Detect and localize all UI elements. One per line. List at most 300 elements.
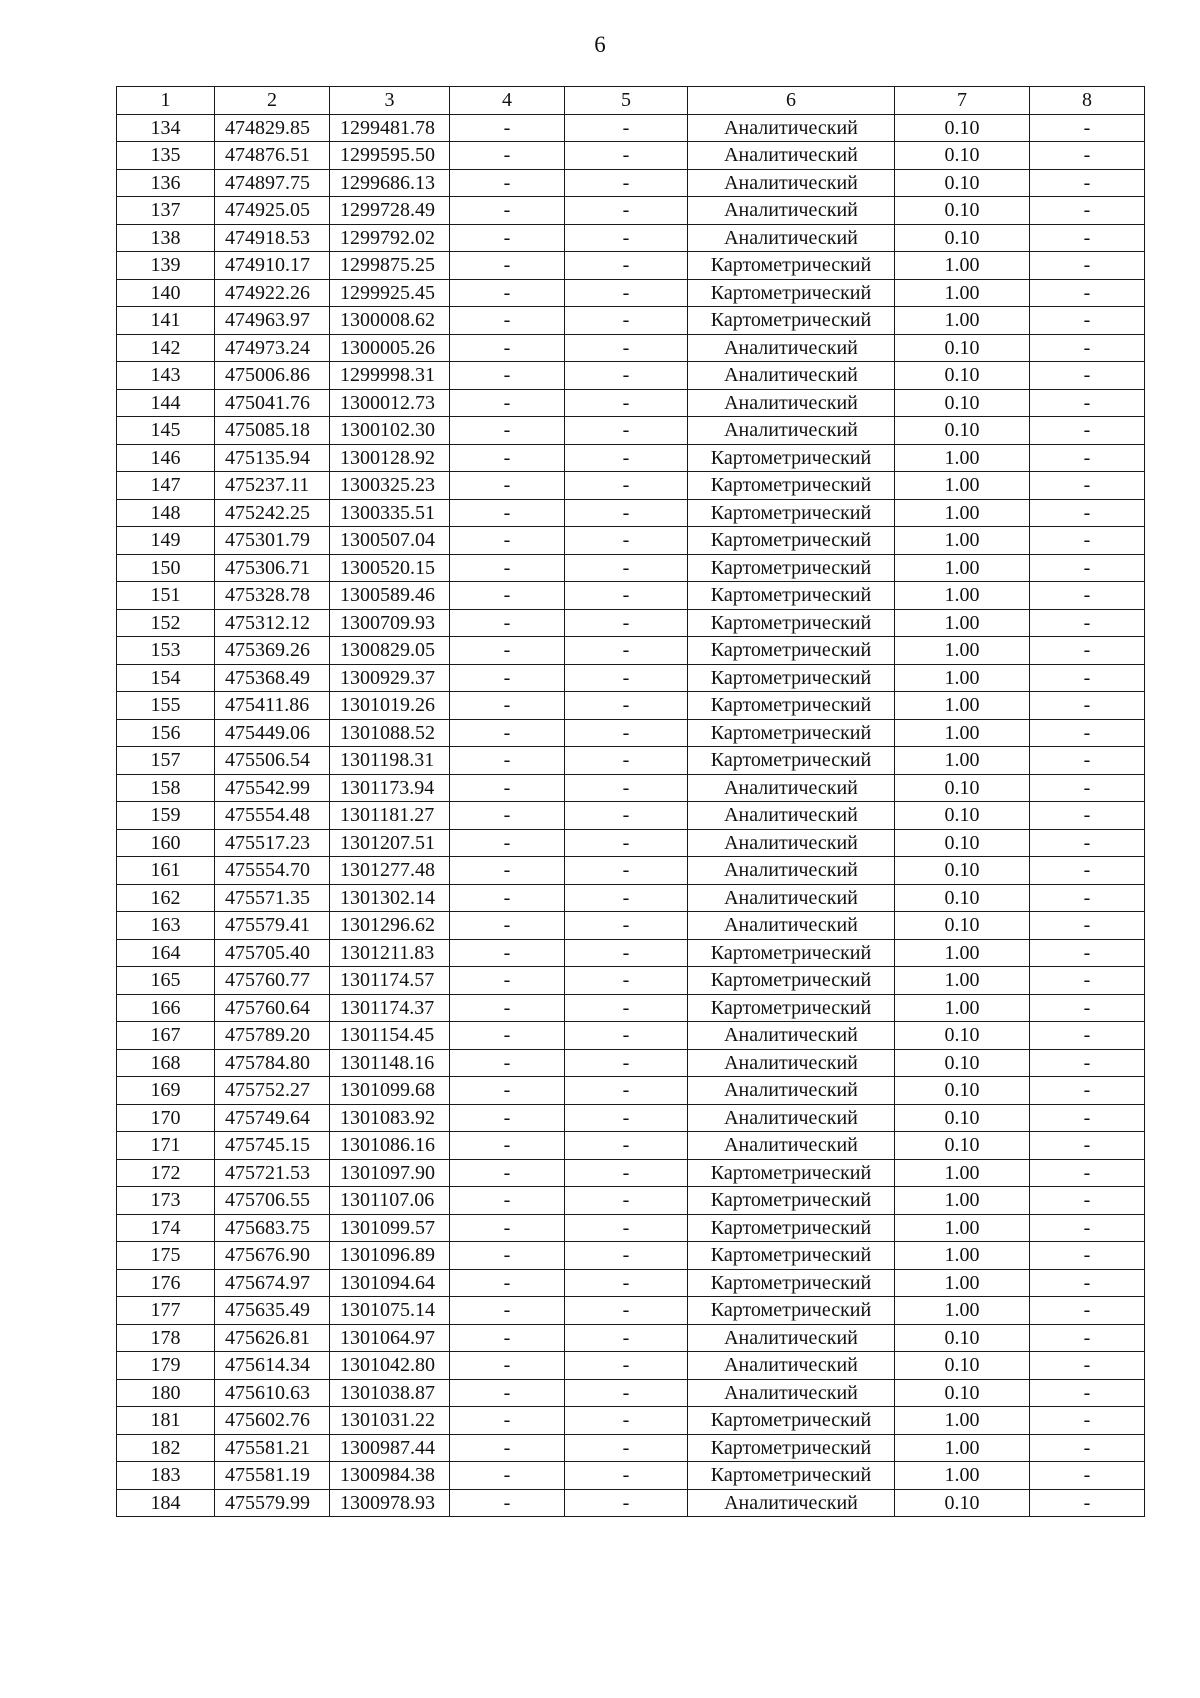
method-cell: Картометрический: [688, 967, 895, 995]
column-5-cell: -: [565, 362, 688, 390]
column-5-cell: -: [565, 1352, 688, 1380]
accuracy-cell: 1.00: [895, 444, 1030, 472]
point-number-cell: 177: [117, 1297, 215, 1325]
table-row: [117, 939, 1145, 967]
point-number-cell: 143: [117, 362, 215, 390]
table-row: [117, 967, 1145, 995]
accuracy-cell: 0.10: [895, 197, 1030, 225]
table-row: [117, 114, 1145, 142]
column-4-cell: -: [450, 499, 565, 527]
x-coordinate-cell: 475506.54: [215, 747, 330, 775]
column-5-cell: -: [565, 279, 688, 307]
x-coordinate-cell: 475705.40: [215, 939, 330, 967]
point-number-cell: 163: [117, 912, 215, 940]
table-row: [117, 389, 1145, 417]
point-number-cell: 166: [117, 994, 215, 1022]
column-header: 8: [1030, 87, 1145, 115]
accuracy-cell: 1.00: [895, 279, 1030, 307]
accuracy-cell: 0.10: [895, 1104, 1030, 1132]
column-5-cell: -: [565, 1434, 688, 1462]
column-5-cell: -: [565, 1187, 688, 1215]
column-8-cell: -: [1030, 389, 1145, 417]
point-number-cell: 170: [117, 1104, 215, 1132]
y-coordinate-cell: 1301019.26: [330, 692, 450, 720]
method-cell: Аналитический: [688, 1132, 895, 1160]
table-row: [117, 499, 1145, 527]
y-coordinate-cell: 1301302.14: [330, 884, 450, 912]
x-coordinate-cell: 475635.49: [215, 1297, 330, 1325]
point-number-cell: 164: [117, 939, 215, 967]
y-coordinate-cell: 1301031.22: [330, 1407, 450, 1435]
column-8-cell: -: [1030, 692, 1145, 720]
accuracy-cell: 1.00: [895, 527, 1030, 555]
y-coordinate-cell: 1301198.31: [330, 747, 450, 775]
x-coordinate-cell: 474829.85: [215, 114, 330, 142]
method-cell: Аналитический: [688, 142, 895, 170]
point-number-cell: 172: [117, 1159, 215, 1187]
column-4-cell: -: [450, 637, 565, 665]
y-coordinate-cell: 1300325.23: [330, 472, 450, 500]
y-coordinate-cell: 1299875.25: [330, 252, 450, 280]
column-8-cell: -: [1030, 362, 1145, 390]
column-8-cell: -: [1030, 1187, 1145, 1215]
accuracy-cell: 1.00: [895, 1214, 1030, 1242]
table-row: [117, 1352, 1145, 1380]
table-row: [117, 444, 1145, 472]
x-coordinate-cell: 475006.86: [215, 362, 330, 390]
point-number-cell: 147: [117, 472, 215, 500]
accuracy-cell: 1.00: [895, 719, 1030, 747]
table-row: [117, 994, 1145, 1022]
accuracy-cell: 0.10: [895, 1324, 1030, 1352]
column-4-cell: -: [450, 334, 565, 362]
y-coordinate-cell: 1301096.89: [330, 1242, 450, 1270]
point-number-cell: 178: [117, 1324, 215, 1352]
column-8-cell: -: [1030, 252, 1145, 280]
column-8-cell: -: [1030, 802, 1145, 830]
point-number-cell: 148: [117, 499, 215, 527]
table-row: [117, 1132, 1145, 1160]
column-5-cell: -: [565, 1159, 688, 1187]
column-4-cell: -: [450, 1077, 565, 1105]
table-row: [117, 582, 1145, 610]
column-4-cell: -: [450, 994, 565, 1022]
x-coordinate-cell: 475579.99: [215, 1489, 330, 1517]
method-cell: Картометрический: [688, 637, 895, 665]
y-coordinate-cell: 1301174.37: [330, 994, 450, 1022]
accuracy-cell: 0.10: [895, 1049, 1030, 1077]
column-4-cell: -: [450, 719, 565, 747]
column-4-cell: -: [450, 389, 565, 417]
point-number-cell: 180: [117, 1379, 215, 1407]
x-coordinate-cell: 475312.12: [215, 609, 330, 637]
method-cell: Аналитический: [688, 1379, 895, 1407]
column-4-cell: -: [450, 1132, 565, 1160]
x-coordinate-cell: 474876.51: [215, 142, 330, 170]
column-4-cell: -: [450, 252, 565, 280]
accuracy-cell: 0.10: [895, 802, 1030, 830]
method-cell: Аналитический: [688, 829, 895, 857]
table-row: [117, 279, 1145, 307]
y-coordinate-cell: 1301296.62: [330, 912, 450, 940]
column-8-cell: -: [1030, 444, 1145, 472]
column-8-cell: -: [1030, 1049, 1145, 1077]
column-4-cell: -: [450, 1462, 565, 1490]
column-5-cell: -: [565, 1049, 688, 1077]
method-cell: Аналитический: [688, 1324, 895, 1352]
point-number-cell: 157: [117, 747, 215, 775]
column-8-cell: -: [1030, 307, 1145, 335]
table-row: [117, 637, 1145, 665]
column-8-cell: -: [1030, 582, 1145, 610]
column-5-cell: -: [565, 1269, 688, 1297]
method-cell: Картометрический: [688, 554, 895, 582]
accuracy-cell: 1.00: [895, 967, 1030, 995]
table-row: [117, 774, 1145, 802]
column-5-cell: -: [565, 472, 688, 500]
accuracy-cell: 1.00: [895, 609, 1030, 637]
point-number-cell: 169: [117, 1077, 215, 1105]
column-4-cell: -: [450, 1104, 565, 1132]
column-5-cell: -: [565, 499, 688, 527]
point-number-cell: 175: [117, 1242, 215, 1270]
method-cell: Аналитический: [688, 362, 895, 390]
column-5-cell: -: [565, 169, 688, 197]
column-8-cell: -: [1030, 1214, 1145, 1242]
column-8-cell: -: [1030, 719, 1145, 747]
accuracy-cell: 0.10: [895, 1022, 1030, 1050]
y-coordinate-cell: 1301154.45: [330, 1022, 450, 1050]
method-cell: Картометрический: [688, 609, 895, 637]
column-4-cell: -: [450, 279, 565, 307]
column-4-cell: -: [450, 967, 565, 995]
x-coordinate-cell: 475554.48: [215, 802, 330, 830]
column-5-cell: -: [565, 1324, 688, 1352]
point-number-cell: 168: [117, 1049, 215, 1077]
table-row: [117, 417, 1145, 445]
column-5-cell: -: [565, 1242, 688, 1270]
point-number-cell: 144: [117, 389, 215, 417]
table-row: [117, 1242, 1145, 1270]
column-8-cell: -: [1030, 1352, 1145, 1380]
accuracy-cell: 1.00: [895, 472, 1030, 500]
column-5-cell: -: [565, 967, 688, 995]
table-row: [117, 609, 1145, 637]
y-coordinate-cell: 1301042.80: [330, 1352, 450, 1380]
point-number-cell: 149: [117, 527, 215, 555]
column-8-cell: -: [1030, 472, 1145, 500]
column-8-cell: -: [1030, 224, 1145, 252]
x-coordinate-cell: 475581.19: [215, 1462, 330, 1490]
table-row: [117, 1159, 1145, 1187]
y-coordinate-cell: 1299481.78: [330, 114, 450, 142]
column-5-cell: -: [565, 857, 688, 885]
x-coordinate-cell: 475242.25: [215, 499, 330, 527]
method-cell: Аналитический: [688, 114, 895, 142]
method-cell: Картометрический: [688, 1462, 895, 1490]
column-5-cell: -: [565, 1297, 688, 1325]
column-4-cell: -: [450, 444, 565, 472]
accuracy-cell: 1.00: [895, 1159, 1030, 1187]
table-row: [117, 224, 1145, 252]
table-row: [117, 307, 1145, 335]
method-cell: Аналитический: [688, 169, 895, 197]
y-coordinate-cell: 1301173.94: [330, 774, 450, 802]
column-5-cell: -: [565, 334, 688, 362]
y-coordinate-cell: 1301075.14: [330, 1297, 450, 1325]
table-row: [117, 334, 1145, 362]
y-coordinate-cell: 1300987.44: [330, 1434, 450, 1462]
y-coordinate-cell: 1301086.16: [330, 1132, 450, 1160]
table-row: [117, 252, 1145, 280]
x-coordinate-cell: 475554.70: [215, 857, 330, 885]
y-coordinate-cell: 1301094.64: [330, 1269, 450, 1297]
table-row: [117, 1462, 1145, 1490]
y-coordinate-cell: 1300520.15: [330, 554, 450, 582]
table-row: [117, 527, 1145, 555]
table-row: [117, 1214, 1145, 1242]
accuracy-cell: 1.00: [895, 1187, 1030, 1215]
y-coordinate-cell: 1300008.62: [330, 307, 450, 335]
column-8-cell: -: [1030, 499, 1145, 527]
column-4-cell: -: [450, 582, 565, 610]
point-number-cell: 159: [117, 802, 215, 830]
accuracy-cell: 0.10: [895, 1489, 1030, 1517]
accuracy-cell: 1.00: [895, 747, 1030, 775]
y-coordinate-cell: 1300128.92: [330, 444, 450, 472]
table-row: [117, 912, 1145, 940]
accuracy-cell: 0.10: [895, 334, 1030, 362]
point-number-cell: 165: [117, 967, 215, 995]
accuracy-cell: 1.00: [895, 252, 1030, 280]
method-cell: Аналитический: [688, 857, 895, 885]
x-coordinate-cell: 475610.63: [215, 1379, 330, 1407]
column-5-cell: -: [565, 1379, 688, 1407]
method-cell: Аналитический: [688, 1104, 895, 1132]
column-8-cell: -: [1030, 169, 1145, 197]
accuracy-cell: 1.00: [895, 582, 1030, 610]
x-coordinate-cell: 475411.86: [215, 692, 330, 720]
table-row: [117, 747, 1145, 775]
column-4-cell: -: [450, 1269, 565, 1297]
method-cell: Аналитический: [688, 224, 895, 252]
column-4-cell: -: [450, 1049, 565, 1077]
y-coordinate-cell: 1299925.45: [330, 279, 450, 307]
method-cell: Картометрический: [688, 1297, 895, 1325]
accuracy-cell: 1.00: [895, 637, 1030, 665]
column-4-cell: -: [450, 1324, 565, 1352]
column-8-cell: -: [1030, 912, 1145, 940]
table-row: [117, 829, 1145, 857]
method-cell: Картометрический: [688, 664, 895, 692]
accuracy-cell: 0.10: [895, 1379, 1030, 1407]
column-5-cell: -: [565, 389, 688, 417]
point-number-cell: 150: [117, 554, 215, 582]
accuracy-cell: 0.10: [895, 142, 1030, 170]
y-coordinate-cell: 1301277.48: [330, 857, 450, 885]
point-number-cell: 137: [117, 197, 215, 225]
point-number-cell: 136: [117, 169, 215, 197]
method-cell: Аналитический: [688, 1022, 895, 1050]
column-5-cell: -: [565, 1104, 688, 1132]
x-coordinate-cell: 475085.18: [215, 417, 330, 445]
column-8-cell: -: [1030, 637, 1145, 665]
column-5-cell: -: [565, 829, 688, 857]
x-coordinate-cell: 475784.80: [215, 1049, 330, 1077]
x-coordinate-cell: 475683.75: [215, 1214, 330, 1242]
point-number-cell: 162: [117, 884, 215, 912]
column-8-cell: -: [1030, 1407, 1145, 1435]
x-coordinate-cell: 475449.06: [215, 719, 330, 747]
table-row: [117, 362, 1145, 390]
method-cell: Картометрический: [688, 527, 895, 555]
point-number-cell: 139: [117, 252, 215, 280]
point-number-cell: 183: [117, 1462, 215, 1490]
table-row: [117, 1104, 1145, 1132]
column-4-cell: -: [450, 1159, 565, 1187]
method-cell: Аналитический: [688, 334, 895, 362]
x-coordinate-cell: 475676.90: [215, 1242, 330, 1270]
table-row: [117, 664, 1145, 692]
column-4-cell: -: [450, 884, 565, 912]
column-8-cell: -: [1030, 1297, 1145, 1325]
table-row: [117, 1324, 1145, 1352]
column-4-cell: -: [450, 197, 565, 225]
point-number-cell: 155: [117, 692, 215, 720]
column-8-cell: -: [1030, 994, 1145, 1022]
accuracy-cell: 1.00: [895, 1462, 1030, 1490]
point-number-cell: 176: [117, 1269, 215, 1297]
accuracy-cell: 0.10: [895, 169, 1030, 197]
x-coordinate-cell: 474918.53: [215, 224, 330, 252]
accuracy-cell: 0.10: [895, 774, 1030, 802]
y-coordinate-cell: 1300984.38: [330, 1462, 450, 1490]
y-coordinate-cell: 1299686.13: [330, 169, 450, 197]
y-coordinate-cell: 1301211.83: [330, 939, 450, 967]
column-5-cell: -: [565, 582, 688, 610]
x-coordinate-cell: 475542.99: [215, 774, 330, 802]
column-5-cell: -: [565, 664, 688, 692]
column-8-cell: -: [1030, 1489, 1145, 1517]
table-row: [117, 884, 1145, 912]
column-5-cell: -: [565, 884, 688, 912]
accuracy-cell: 0.10: [895, 884, 1030, 912]
y-coordinate-cell: 1301083.92: [330, 1104, 450, 1132]
x-coordinate-cell: 474963.97: [215, 307, 330, 335]
column-8-cell: -: [1030, 884, 1145, 912]
y-coordinate-cell: 1300005.26: [330, 334, 450, 362]
y-coordinate-cell: 1301174.57: [330, 967, 450, 995]
column-5-cell: -: [565, 802, 688, 830]
column-8-cell: -: [1030, 554, 1145, 582]
table-row: [117, 1049, 1145, 1077]
accuracy-cell: 1.00: [895, 994, 1030, 1022]
column-header: 7: [895, 87, 1030, 115]
column-4-cell: -: [450, 664, 565, 692]
table-body: [117, 87, 1145, 1517]
column-8-cell: -: [1030, 1462, 1145, 1490]
method-cell: Аналитический: [688, 802, 895, 830]
method-cell: Картометрический: [688, 1159, 895, 1187]
column-header: 6: [688, 87, 895, 115]
method-cell: Картометрический: [688, 499, 895, 527]
x-coordinate-cell: 475135.94: [215, 444, 330, 472]
column-8-cell: -: [1030, 967, 1145, 995]
accuracy-cell: 0.10: [895, 1077, 1030, 1105]
point-number-cell: 156: [117, 719, 215, 747]
y-coordinate-cell: 1300929.37: [330, 664, 450, 692]
column-8-cell: -: [1030, 1159, 1145, 1187]
table-header-row: [117, 87, 1145, 115]
column-4-cell: -: [450, 912, 565, 940]
column-4-cell: -: [450, 472, 565, 500]
column-4-cell: -: [450, 747, 565, 775]
page-number: 6: [594, 32, 606, 57]
table-row: [117, 1489, 1145, 1517]
point-number-cell: 158: [117, 774, 215, 802]
y-coordinate-cell: 1299998.31: [330, 362, 450, 390]
column-4-cell: -: [450, 1187, 565, 1215]
column-8-cell: -: [1030, 417, 1145, 445]
column-5-cell: -: [565, 554, 688, 582]
accuracy-cell: 1.00: [895, 939, 1030, 967]
column-5-cell: -: [565, 1489, 688, 1517]
column-8-cell: -: [1030, 1242, 1145, 1270]
method-cell: Картометрический: [688, 472, 895, 500]
column-8-cell: -: [1030, 857, 1145, 885]
point-number-cell: 161: [117, 857, 215, 885]
x-coordinate-cell: 475760.77: [215, 967, 330, 995]
column-5-cell: -: [565, 1214, 688, 1242]
accuracy-cell: 1.00: [895, 554, 1030, 582]
x-coordinate-cell: 475614.34: [215, 1352, 330, 1380]
y-coordinate-cell: 1300978.93: [330, 1489, 450, 1517]
column-4-cell: -: [450, 169, 565, 197]
y-coordinate-cell: 1301064.97: [330, 1324, 450, 1352]
point-number-cell: 181: [117, 1407, 215, 1435]
table-row: [117, 1297, 1145, 1325]
column-header: 1: [117, 87, 215, 115]
column-4-cell: -: [450, 1242, 565, 1270]
x-coordinate-cell: 474922.26: [215, 279, 330, 307]
column-5-cell: -: [565, 774, 688, 802]
x-coordinate-cell: 475237.11: [215, 472, 330, 500]
y-coordinate-cell: 1300507.04: [330, 527, 450, 555]
table-row: [117, 692, 1145, 720]
method-cell: Картометрический: [688, 252, 895, 280]
column-4-cell: -: [450, 142, 565, 170]
column-4-cell: -: [450, 114, 565, 142]
point-number-cell: 151: [117, 582, 215, 610]
method-cell: Картометрический: [688, 1407, 895, 1435]
column-8-cell: -: [1030, 1022, 1145, 1050]
table-row: [117, 169, 1145, 197]
point-number-cell: 145: [117, 417, 215, 445]
method-cell: Картометрический: [688, 1434, 895, 1462]
method-cell: Картометрический: [688, 307, 895, 335]
x-coordinate-cell: 475041.76: [215, 389, 330, 417]
column-8-cell: -: [1030, 939, 1145, 967]
column-8-cell: -: [1030, 747, 1145, 775]
point-number-cell: 142: [117, 334, 215, 362]
column-5-cell: -: [565, 252, 688, 280]
method-cell: Аналитический: [688, 1077, 895, 1105]
column-5-cell: -: [565, 1407, 688, 1435]
x-coordinate-cell: 475579.41: [215, 912, 330, 940]
column-5-cell: -: [565, 747, 688, 775]
column-header: 4: [450, 87, 565, 115]
column-5-cell: -: [565, 719, 688, 747]
